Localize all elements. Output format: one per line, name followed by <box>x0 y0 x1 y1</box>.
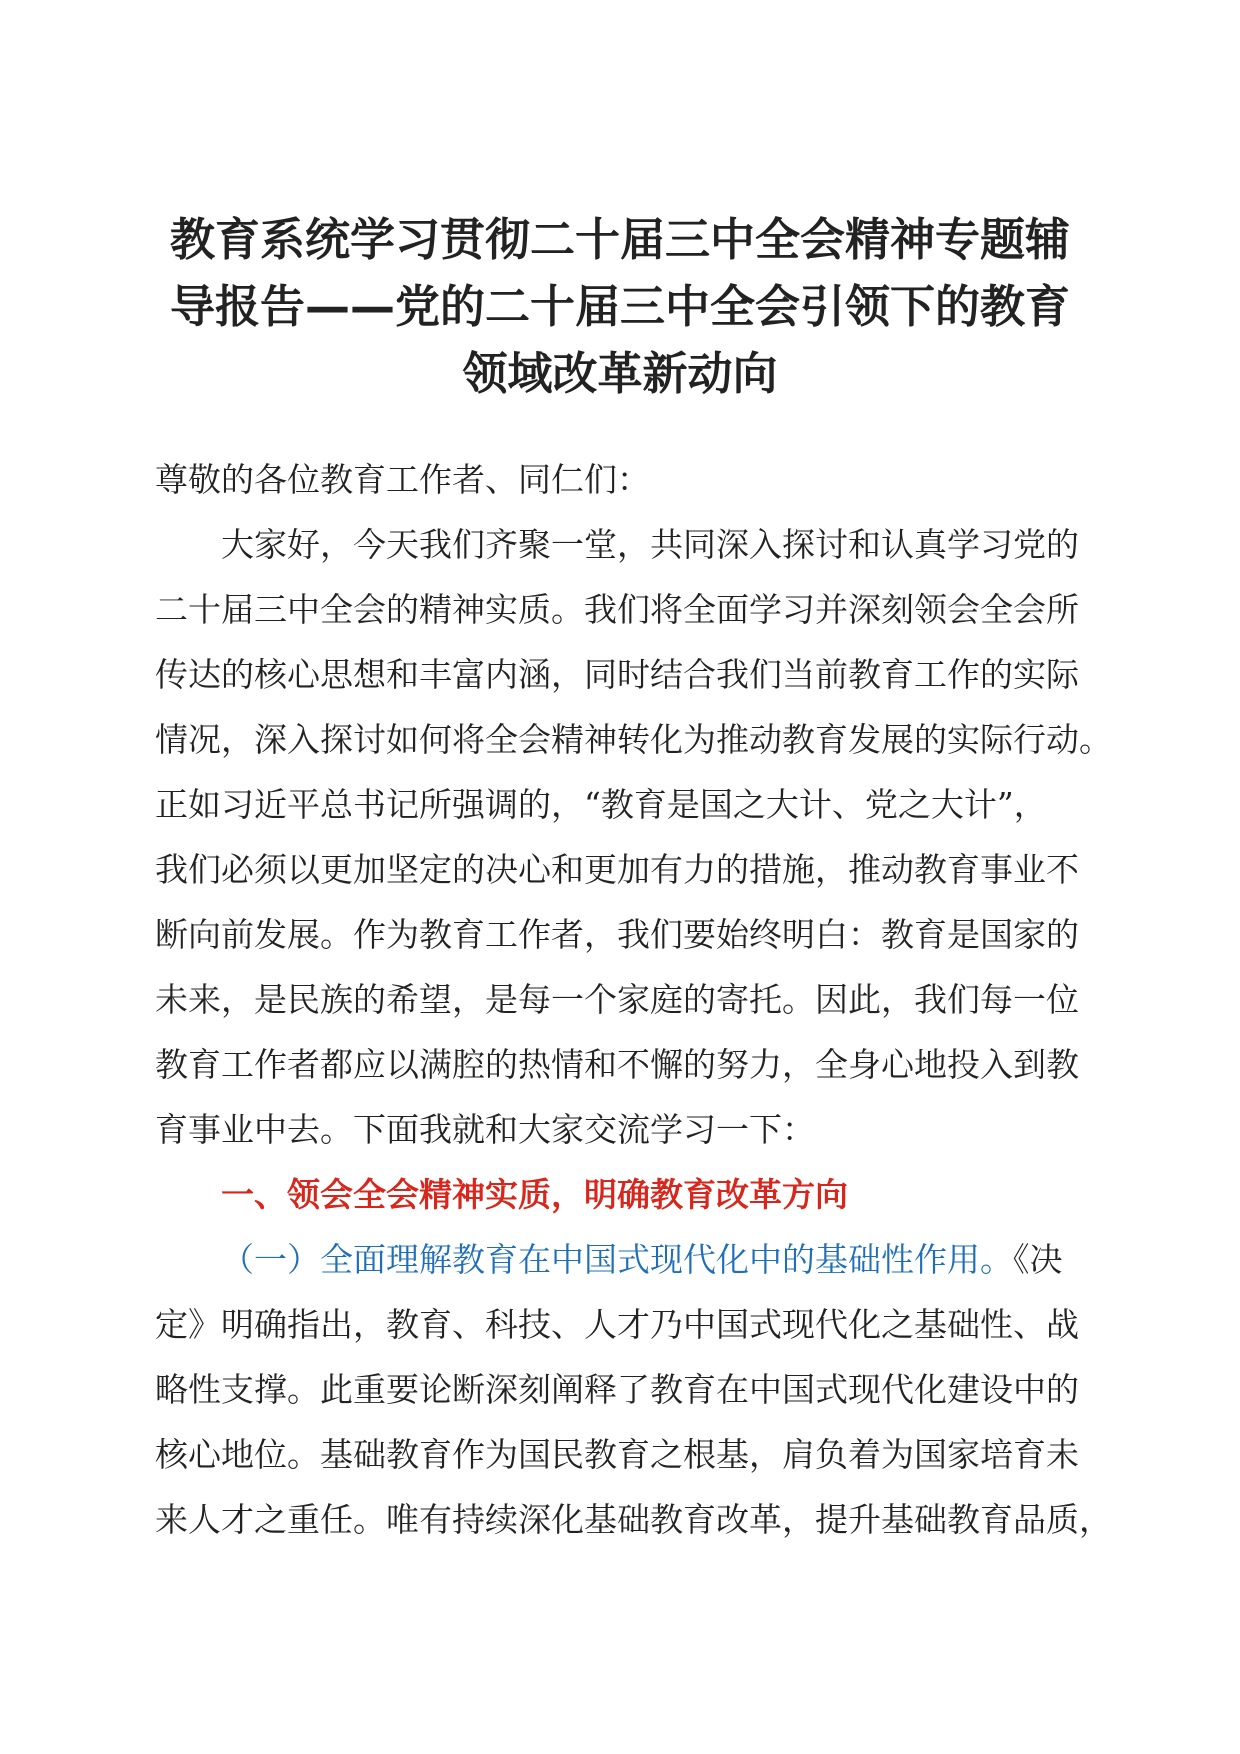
title-line: 教育系统学习贯彻二十届三中全会精神专题辅 <box>169 213 1070 266</box>
paragraph-line: 教育工作者都应以满腔的热情和不懈的努力，全身心地投入到教 <box>155 1045 1079 1084</box>
paragraph-line: 情况，深入探讨如何将全会精神转化为推动教育发展的实际行动。 <box>155 720 1112 759</box>
subsection-text-start: 《决 <box>1013 1240 1063 1279</box>
document-body <box>155 447 1112 1552</box>
paragraph-line: 断向前发展。作为教育工作者，我们要始终明白：教育是国家的 <box>155 915 1079 954</box>
paragraph-line: 育事业中去。下面我就和大家交流学习一下： <box>155 1110 815 1149</box>
salutation: 尊敬的各位教育工作者、同仁们： <box>155 460 650 499</box>
paragraph-line: 定》明确指出，教育、科技、人才乃中国式现代化之基础性、战 <box>155 1305 1079 1344</box>
paragraph-line: 二十届三中全会的精神实质。我们将全面学习并深刻领会全会所 <box>155 590 1079 629</box>
paragraph-line: 我们必须以更加坚定的决心和更加有力的措施，推动教育事业不 <box>155 850 1079 889</box>
paragraph-line: 正如习近平总书记所强调的，“教育是国之大计、党之大计”， <box>155 785 1047 824</box>
paragraph-line: 大家好，今天我们齐聚一堂，共同深入探讨和认真学习党的 <box>221 525 1079 564</box>
document-title <box>140 206 1100 407</box>
paragraph-line: 来人才之重任。唯有持续深化基础教育改革，提升基础教育品质， <box>155 1500 1112 1539</box>
title-line: 导报告——党的二十届三中全会引领下的教育 <box>169 280 1070 333</box>
section-heading: 一、领会全会精神实质，明确教育改革方向 <box>221 1175 848 1214</box>
subsection-first-line <box>155 1227 1085 1292</box>
title-line: 领域改革新动向 <box>462 347 778 400</box>
paragraph-line: 传达的核心思想和丰富内涵，同时结合我们当前教育工作的实际 <box>155 655 1079 694</box>
paragraph-line: 核心地位。基础教育作为国民教育之根基，肩负着为国家培育未 <box>155 1435 1079 1474</box>
paragraph-line: 未来，是民族的希望，是每一个家庭的寄托。因此，我们每一位 <box>155 980 1079 1019</box>
subsection-heading: （一）全面理解教育在中国式现代化中的基础性作用。 <box>221 1240 1013 1279</box>
paragraph-line: 略性支撑。此重要论断深刻阐释了教育在中国式现代化建设中的 <box>155 1370 1079 1409</box>
